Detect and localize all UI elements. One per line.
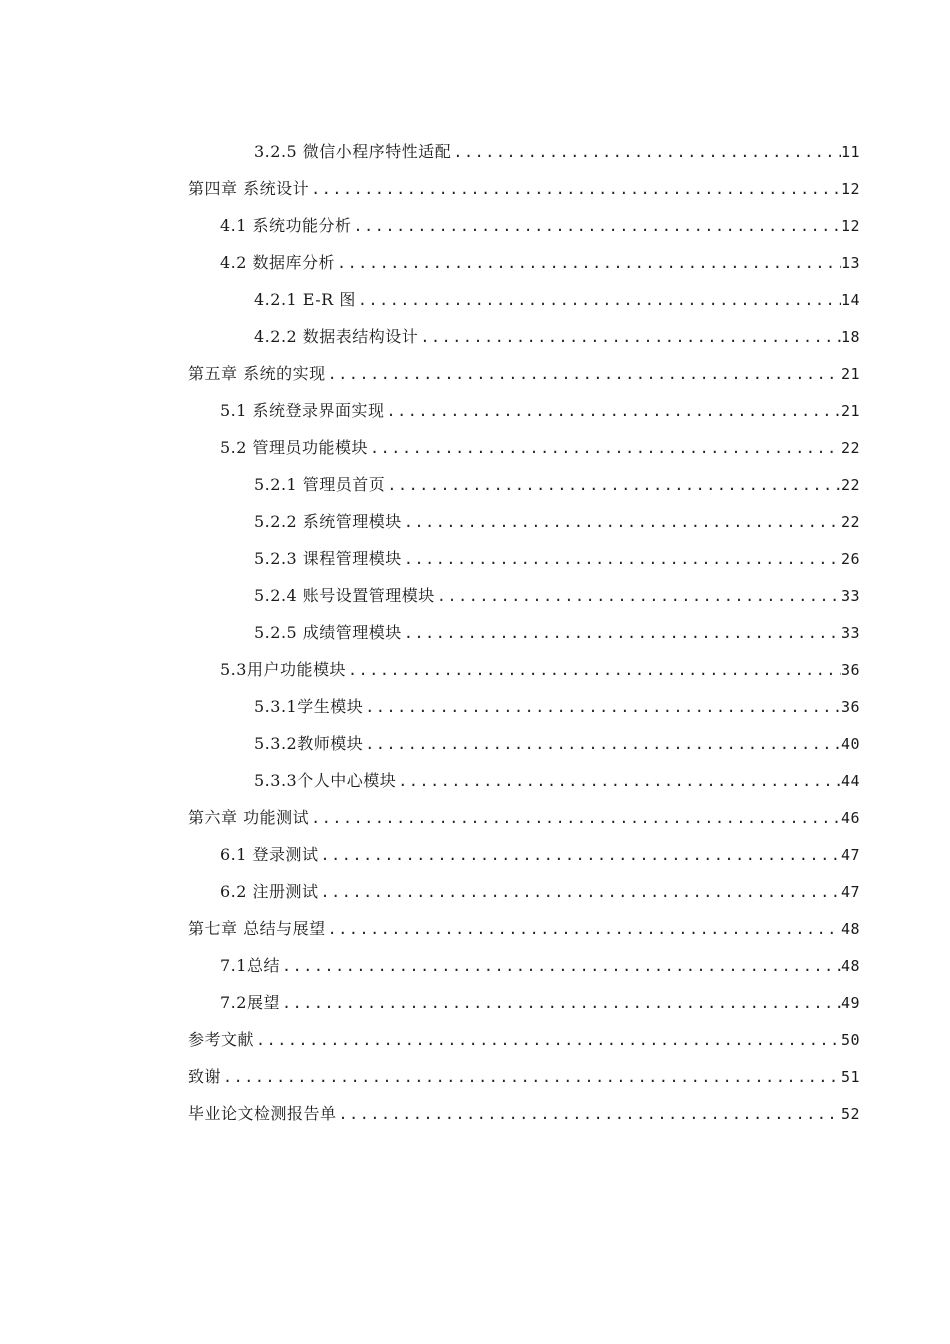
toc-page-number: 47 bbox=[840, 846, 860, 864]
toc-entry-title: 4.2 数据库分析 bbox=[220, 253, 336, 272]
toc-dot-leader bbox=[368, 433, 841, 463]
toc-entry-5-3-1[interactable] bbox=[254, 692, 860, 722]
toc-entry-title: 6.1 登录测试 bbox=[220, 845, 319, 864]
toc-entry-5-2-1[interactable] bbox=[254, 470, 860, 500]
toc-page-number: 52 bbox=[840, 1105, 860, 1123]
toc-entry-5-3-3[interactable] bbox=[254, 766, 860, 796]
toc-page-number: 12 bbox=[840, 217, 860, 235]
toc-entry-6-1[interactable] bbox=[220, 840, 860, 870]
toc-entry-title: 6.2 注册测试 bbox=[220, 882, 319, 901]
toc-entry-plagiarism-report[interactable] bbox=[188, 1099, 860, 1129]
toc-page-number: 13 bbox=[840, 254, 860, 272]
toc-page-number: 51 bbox=[840, 1068, 860, 1086]
toc-entry-5-1[interactable] bbox=[220, 396, 860, 426]
toc-entry-5-2-5[interactable] bbox=[254, 618, 860, 648]
toc-entry-title: 第五章 系统的实现 bbox=[188, 364, 326, 383]
toc-page-number: 46 bbox=[840, 809, 860, 827]
toc-entry-5-2[interactable] bbox=[220, 433, 860, 463]
toc-dot-leader bbox=[356, 285, 841, 315]
toc-entry-5-2-2[interactable] bbox=[254, 507, 860, 537]
toc-entry-title: 4.2.2 数据表结构设计 bbox=[254, 327, 419, 346]
toc-dot-leader bbox=[326, 359, 841, 389]
toc-entry-title: 参考文献 bbox=[188, 1030, 255, 1049]
toc-dot-leader bbox=[337, 1099, 841, 1129]
toc-entry-title: 7.2展望 bbox=[220, 993, 280, 1012]
toc-entry-title: 5.2.4 账号设置管理模块 bbox=[254, 586, 435, 605]
toc-entry-title: 5.2 管理员功能模块 bbox=[220, 438, 369, 457]
toc-page-number: 48 bbox=[840, 957, 860, 975]
toc-entry-title: 5.3用户功能模块 bbox=[220, 660, 346, 679]
toc-entry-references[interactable] bbox=[188, 1025, 860, 1055]
toc-entry-title: 5.1 系统登录界面实现 bbox=[220, 401, 385, 420]
toc-dot-leader bbox=[221, 1062, 841, 1092]
toc-dot-leader bbox=[319, 877, 841, 907]
toc-entry-title: 5.3.1学生模块 bbox=[254, 697, 364, 716]
toc-entry-title: 第六章 功能测试 bbox=[188, 808, 310, 827]
toc-entry-title: 4.1 系统功能分析 bbox=[220, 216, 352, 235]
toc-dot-leader bbox=[309, 174, 841, 204]
toc-dot-leader bbox=[335, 248, 841, 278]
toc-entry-6-2[interactable] bbox=[220, 877, 860, 907]
toc-entry-7-2[interactable] bbox=[220, 988, 860, 1018]
toc-entry-4-2-2[interactable] bbox=[254, 322, 860, 352]
toc-page-number: 18 bbox=[840, 328, 860, 346]
toc-page-number: 22 bbox=[840, 513, 860, 531]
toc-dot-leader bbox=[254, 1025, 841, 1055]
toc-entry-chapter-7[interactable] bbox=[188, 914, 860, 944]
toc-entry-title: 第七章 总结与展望 bbox=[188, 919, 326, 938]
toc-entry-title: 5.3.2教师模块 bbox=[254, 734, 364, 753]
toc-entry-title: 毕业论文检测报告单 bbox=[188, 1104, 337, 1123]
toc-entry-chapter-5[interactable] bbox=[188, 359, 860, 389]
toc-entry-title: 5.2.1 管理员首页 bbox=[254, 475, 386, 494]
toc-page-number: 36 bbox=[840, 698, 860, 716]
toc-page-number: 14 bbox=[840, 291, 860, 309]
toc-page-number: 50 bbox=[840, 1031, 860, 1049]
toc-dot-leader bbox=[418, 322, 841, 352]
toc-entry-title: 第四章 系统设计 bbox=[188, 179, 310, 198]
toc-dot-leader bbox=[319, 840, 841, 870]
toc-entry-title: 7.1总结 bbox=[220, 956, 280, 975]
toc-page-number: 21 bbox=[840, 402, 860, 420]
toc-dot-leader bbox=[385, 470, 841, 500]
toc-entry-5-2-4[interactable] bbox=[254, 581, 860, 611]
toc-entry-5-3-2[interactable] bbox=[254, 729, 860, 759]
toc-entry-chapter-6[interactable] bbox=[188, 803, 860, 833]
toc-entry-title: 4.2.1 E-R 图 bbox=[254, 290, 356, 309]
toc-page-number: 22 bbox=[840, 439, 860, 457]
toc-page-number: 47 bbox=[840, 883, 860, 901]
toc-entry-title: 致谢 bbox=[188, 1067, 222, 1086]
toc-dot-leader bbox=[402, 618, 841, 648]
toc-entry-acknowledgements[interactable] bbox=[188, 1062, 860, 1092]
toc-page-number: 11 bbox=[840, 143, 860, 161]
toc-page-number: 49 bbox=[840, 994, 860, 1012]
toc-page-number: 33 bbox=[840, 587, 860, 605]
toc-entry-5-3[interactable] bbox=[220, 655, 860, 685]
toc-entry-title: 5.2.3 课程管理模块 bbox=[254, 549, 402, 568]
toc-dot-leader bbox=[363, 729, 841, 759]
toc-entry-7-1[interactable] bbox=[220, 951, 860, 981]
toc-entry-3-2-5[interactable] bbox=[254, 137, 860, 167]
toc-dot-leader bbox=[326, 914, 841, 944]
toc-page-number: 40 bbox=[840, 735, 860, 753]
toc-dot-leader bbox=[451, 137, 841, 167]
toc-dot-leader bbox=[363, 692, 841, 722]
toc-entry-title: 3.2.5 微信小程序特性适配 bbox=[254, 142, 452, 161]
toc-page-number: 44 bbox=[840, 772, 860, 790]
toc-entry-4-2-1[interactable] bbox=[254, 285, 860, 315]
toc-dot-leader bbox=[385, 396, 841, 426]
toc-dot-leader bbox=[352, 211, 841, 241]
toc-entry-4-1[interactable] bbox=[220, 211, 860, 241]
toc-page-number: 12 bbox=[840, 180, 860, 198]
toc-page-number: 36 bbox=[840, 661, 860, 679]
toc-page-number: 48 bbox=[840, 920, 860, 938]
toc-dot-leader bbox=[402, 544, 841, 574]
toc-page-number: 21 bbox=[840, 365, 860, 383]
toc-dot-leader bbox=[435, 581, 841, 611]
toc-dot-leader bbox=[309, 803, 841, 833]
toc-dot-leader bbox=[346, 655, 841, 685]
toc-page-number: 26 bbox=[840, 550, 860, 568]
toc-page-number: 33 bbox=[840, 624, 860, 642]
toc-entry-title: 5.2.2 系统管理模块 bbox=[254, 512, 402, 531]
toc-page-number: 22 bbox=[840, 476, 860, 494]
toc-dot-leader bbox=[396, 766, 841, 796]
toc-entry-title: 5.3.3个人中心模块 bbox=[254, 771, 397, 790]
toc-dot-leader bbox=[402, 507, 841, 537]
toc-entry-title: 5.2.5 成绩管理模块 bbox=[254, 623, 402, 642]
toc-dot-leader bbox=[280, 988, 841, 1018]
toc-dot-leader bbox=[280, 951, 841, 981]
toc-entry-chapter-4[interactable] bbox=[188, 174, 860, 204]
toc-entry-5-2-3[interactable] bbox=[254, 544, 860, 574]
toc-entry-4-2[interactable] bbox=[220, 248, 860, 278]
